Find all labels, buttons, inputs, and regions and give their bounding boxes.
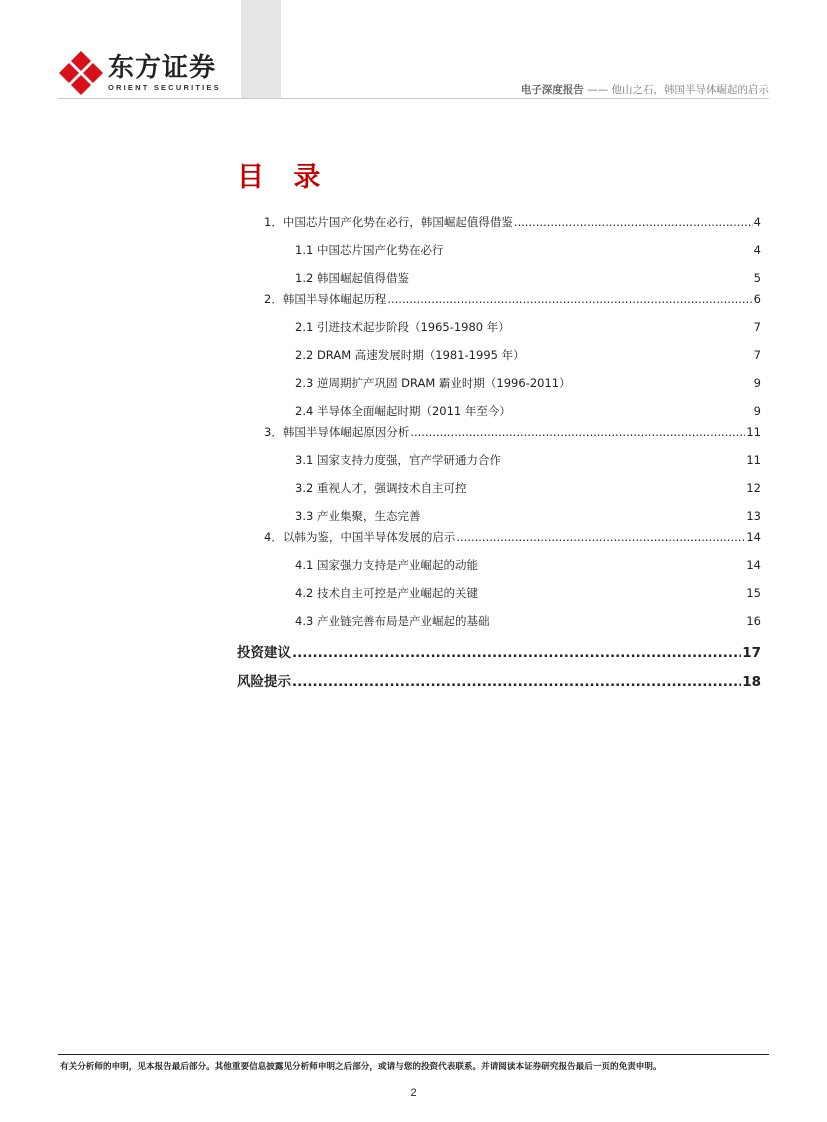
page-number: 2: [410, 1087, 417, 1099]
toc-entry-page: 9: [753, 404, 761, 418]
toc-entry-page: 13: [746, 509, 761, 523]
toc-entry-text: 投资建议: [237, 645, 291, 661]
toc-entry-text: 4.3 产业链完善布局是产业崛起的基础: [295, 614, 490, 628]
toc-entry[interactable]: [295, 557, 761, 573]
toc-entry[interactable]: [264, 424, 761, 440]
report-title: 他山之石，韩国半导体崛起的启示: [611, 84, 769, 96]
toc-leader-dots: [387, 292, 752, 306]
company-logo: [58, 50, 221, 96]
toc-entry-text: 1.2 韩国崛起值得借鉴: [295, 271, 409, 285]
toc-entry[interactable]: [295, 270, 761, 286]
toc-entry[interactable]: [295, 242, 761, 258]
toc-entry-page: 4: [753, 243, 761, 257]
toc-entry-page: 11: [746, 425, 761, 439]
toc-entry-page: 6: [753, 292, 761, 306]
toc-leader-dots: [410, 425, 745, 439]
toc-entry-text: 4．以韩为鉴，中国半导体发展的启示: [264, 530, 456, 544]
toc-entry[interactable]: [295, 508, 761, 524]
toc-entry-text: 4.1 国家强力支持是产业崛起的动能: [295, 558, 478, 572]
toc-entry[interactable]: [264, 529, 761, 545]
toc-entry-page: 7: [753, 348, 761, 362]
toc-heading: 目 录: [237, 162, 331, 193]
toc-entry[interactable]: [295, 403, 761, 419]
toc-leader-dots: [456, 530, 745, 544]
toc-entry[interactable]: [295, 319, 761, 335]
toc-leader-dots: [292, 645, 741, 661]
toc-entry-page: 17: [742, 645, 761, 661]
toc-entry-page: 5: [753, 271, 761, 285]
header-divider: [58, 98, 769, 99]
toc-entry-page: 16: [746, 614, 761, 628]
report-header-title: [521, 82, 769, 97]
toc-entry[interactable]: [295, 375, 761, 391]
logo-chinese-name: 东方证券: [108, 53, 217, 83]
toc-entry-text: 2.4 半导体全面崛起时期（2011 年至今）: [295, 404, 511, 418]
toc-entry-page: 7: [753, 320, 761, 334]
header-separator: ——: [587, 84, 609, 96]
toc-entry-page: 18: [742, 674, 761, 690]
toc-entry-text: 3．韩国半导体崛起原因分析: [264, 425, 410, 439]
toc-entry-text: 3.3 产业集聚，生态完善: [295, 509, 421, 523]
toc-entry-risk-warning[interactable]: [237, 670, 761, 690]
header-gray-tab: [241, 0, 281, 99]
orient-logo-icon: [58, 50, 104, 96]
toc-leader-dots: [292, 674, 741, 690]
toc-entry-page: 9: [753, 376, 761, 390]
toc-entry[interactable]: [295, 613, 761, 629]
toc-entry-text: 2.2 DRAM 高速发展时期（1981-1995 年）: [295, 348, 525, 362]
logo-english-name: ORIENT SECURITIES: [108, 83, 221, 92]
toc-leader-dots: [514, 215, 753, 229]
toc-entry-text: 3.1 国家支持力度强，官产学研通力合作: [295, 453, 501, 467]
toc-entry-text: 3.2 重视人才，强调技术自主可控: [295, 481, 467, 495]
toc-entry-page: 14: [746, 530, 761, 544]
toc-entry-text: 4.2 技术自主可控是产业崛起的关键: [295, 586, 478, 600]
toc-entry[interactable]: [264, 291, 761, 307]
toc-entry-investment-advice[interactable]: [237, 641, 761, 661]
toc-entry-text: 1.1 中国芯片国产化势在必行: [295, 243, 444, 257]
toc-entry-page: 4: [753, 215, 761, 229]
toc-entry-text: 2．韩国半导体崛起历程: [264, 292, 387, 306]
toc-entry-page: 14: [746, 558, 761, 572]
toc-entry[interactable]: [295, 452, 761, 468]
toc-entry[interactable]: [264, 214, 761, 230]
report-type: 电子深度报告: [520, 84, 584, 96]
toc-entry-page: 12: [746, 481, 761, 495]
toc-entry-page: 11: [746, 453, 761, 467]
toc-entry-page: 15: [746, 586, 761, 600]
toc-entry[interactable]: [295, 347, 761, 363]
toc-entry[interactable]: [295, 480, 761, 496]
footer-disclaimer: 有关分析师的申明，见本报告最后部分。其他重要信息披露见分析师申明之后部分，或请与您的投资代表联系。并请阅读本证券研究报告最后一页的免责申明。: [60, 1062, 662, 1072]
toc-entry-text: 2.3 逆周期扩产巩固 DRAM 霸业时期（1996-2011）: [295, 376, 571, 390]
toc-entry-text: 风险提示: [237, 674, 291, 690]
toc-entry[interactable]: [295, 585, 761, 601]
toc-entry-text: 2.1 引进技术起步阶段（1965-1980 年）: [295, 320, 510, 334]
toc-entry-text: 1．中国芯片国产化势在必行，韩国崛起值得借鉴: [264, 215, 513, 229]
footer-divider: [58, 1054, 769, 1055]
